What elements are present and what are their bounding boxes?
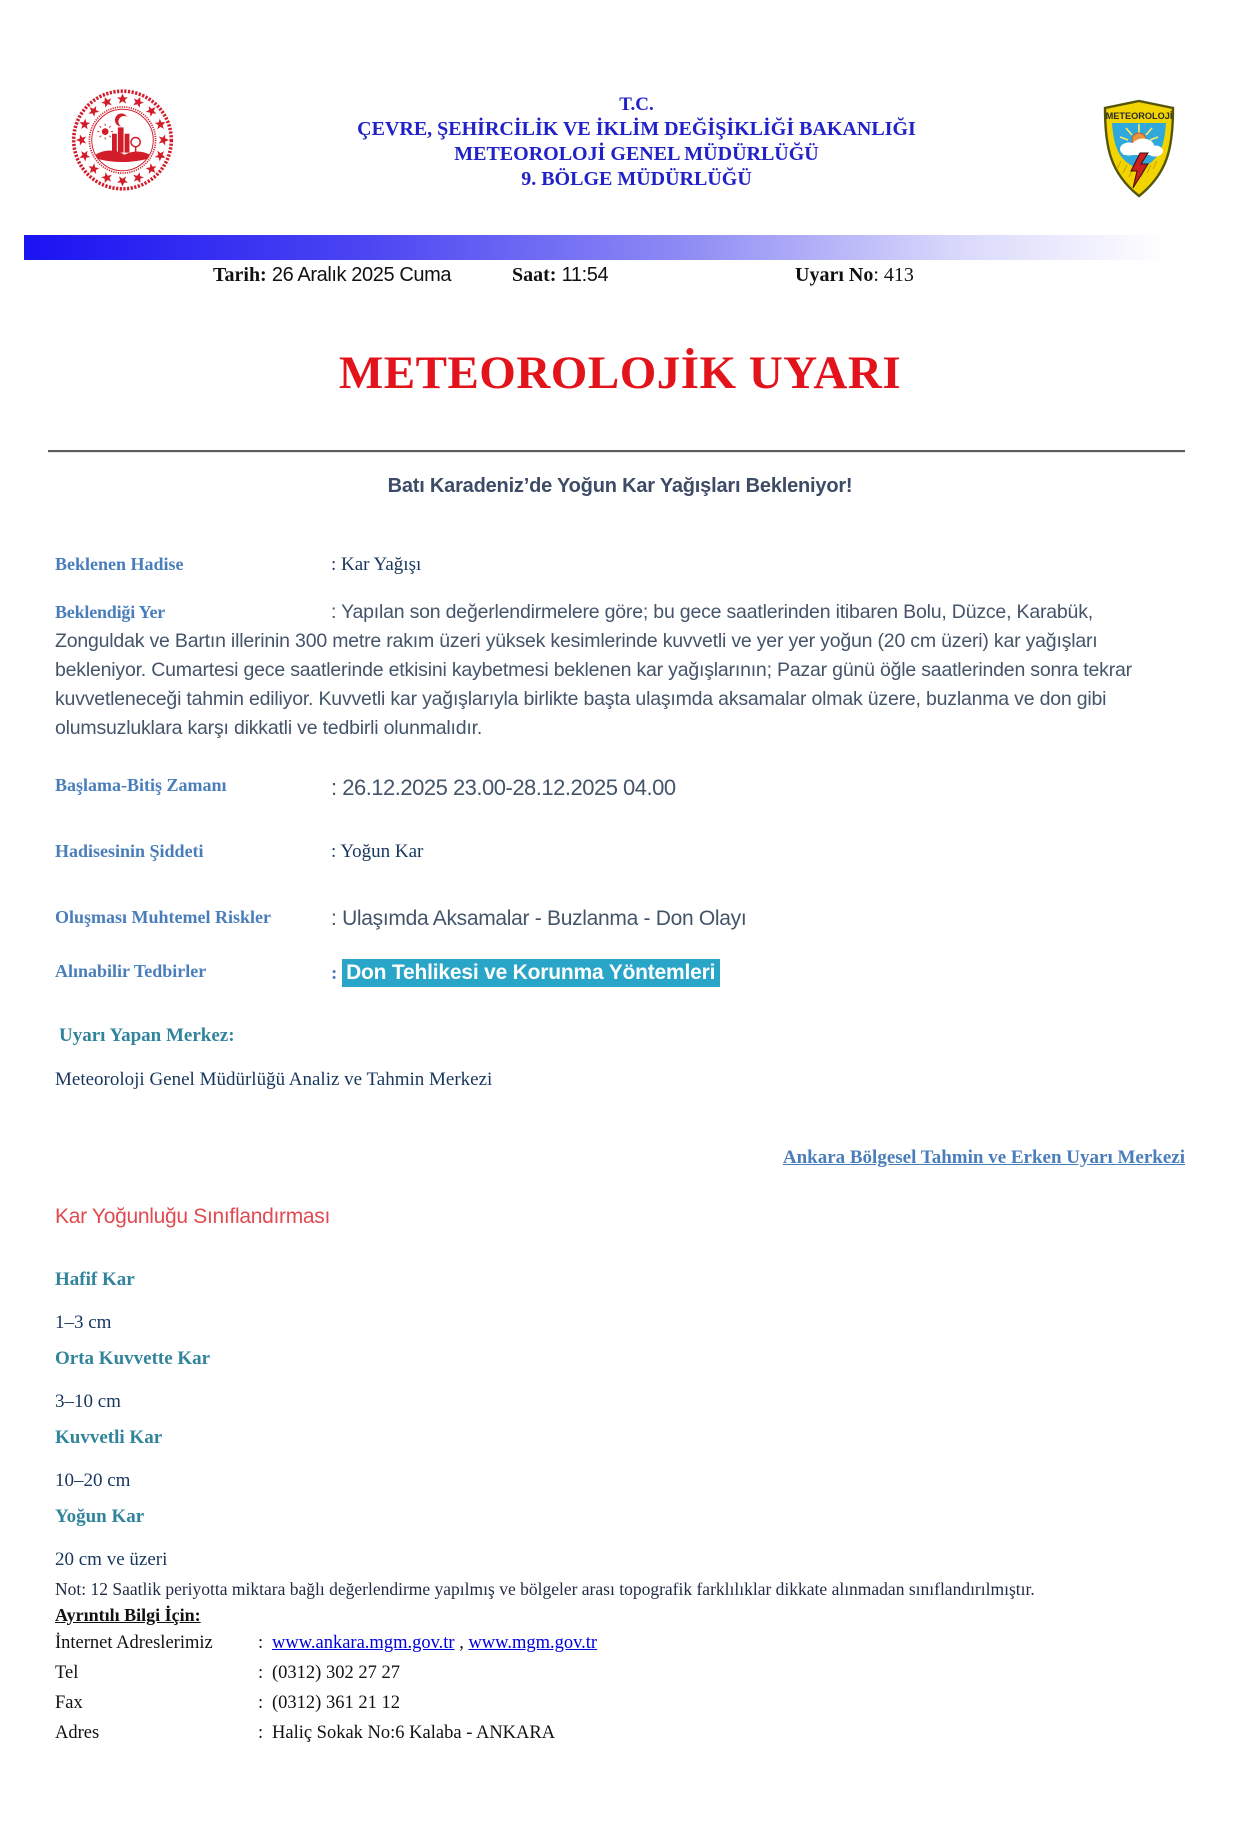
tedbirler-highlight-link[interactable]: Don Tehlikesi ve Korunma Yöntemleri <box>342 959 720 987</box>
classification-name: Hafif Kar <box>55 1269 135 1290</box>
date-value: 26 Aralık 2025 Cuma <box>266 264 452 286</box>
mgm-link[interactable]: www.mgm.gov.tr <box>468 1633 598 1653</box>
contact-label: Fax <box>55 1693 83 1713</box>
field-siddet <box>55 841 1185 863</box>
header-directorate: METEOROLOJİ GENEL MÜDÜRLÜĞÜ <box>454 143 819 165</box>
field-value: : Yoğun Kar <box>331 841 424 862</box>
field-value: : Yapılan son değerlendirmelere göre; bu gece saatlerinden itibaren Bolu, Düzce, Karabük, Zonguldak ve Bartın illerinin 300 metre rakım üzeri yüksek kesimlerinde kuvvetli ve yer yer yoğun (20 cm üzeri) kar yağışları bekleniyor. Cumartesi gece saatlerinde etkisini kaybetmesi beklenen kar yağışlarının; Pazar günü öğle saatlerinden sonra tekrar kuvvetleneceği tahmin ediliyor. Kuvvetli kar yağışlarıyla birlikte başta ulaşımda aksamalar olmak üzere, buzlanma ve don gibi olumsuzluklara karşı dikkatli ve tedbirli olunmalıdır. <box>55 601 1132 739</box>
warning-no-field <box>795 264 914 287</box>
field-riskler <box>55 907 1185 931</box>
uyari-merkezi-heading: Uyarı Yapan Merkez: <box>59 1025 235 1046</box>
classification-range: 20 cm ve üzeri <box>55 1549 168 1570</box>
field-label: Beklendiği Yer <box>55 602 166 622</box>
uyari-merkezi-value: Meteoroloji Genel Müdürlüğü Analiz ve Tahmin Merkezi <box>55 1069 493 1090</box>
classification-name: Orta Kuvvette Kar <box>55 1348 211 1369</box>
warning-no-label: Uyarı No <box>795 264 874 286</box>
contact-row-internet <box>55 1628 1185 1658</box>
page-header <box>70 85 1180 199</box>
classification-name: Kuvvetli Kar <box>55 1427 163 1448</box>
field-value: : 26.12.2025 23.00-28.12.2025 04.00 <box>331 775 676 800</box>
contact-row-tel <box>55 1658 1185 1688</box>
field-label: Başlama-Bitiş Zamanı <box>55 775 227 795</box>
warning-no-value: : 413 <box>873 264 914 286</box>
meteoroloji-logo-text: METEOROLOJİ <box>1105 111 1173 121</box>
header-ministry: ÇEVRE, ŞEHİRCİLİK VE İKLİM DEĞİŞİKLİĞİ BAKANLIĞI <box>357 118 916 140</box>
header-region: 9. BÖLGE MÜDÜRLÜĞÜ <box>521 168 752 190</box>
ankara-link-row <box>55 1147 1185 1169</box>
contact-label: Adres <box>55 1723 100 1743</box>
ankara-mgm-link[interactable]: www.ankara.mgm.gov.tr <box>272 1633 455 1653</box>
contact-colon: : <box>258 1723 264 1743</box>
link-separator: , <box>454 1633 469 1653</box>
field-label: Hadisesinin Şiddeti <box>55 841 204 861</box>
field-label: Beklenen Hadise <box>55 554 184 574</box>
classification-note: Not: 12 Saatlik periyotta miktara bağlı değerlendirme yapılmış ve bölgeler arası topografik farklılıklar dikkate alınmadan sınıflandırılmıştır. <box>55 1579 1035 1599</box>
meta-row <box>0 264 1240 296</box>
meteoroloji-shield-logo-icon <box>1098 99 1180 199</box>
header-tc: T.C. <box>619 94 654 115</box>
contact-row-adres <box>55 1718 1185 1748</box>
contact-colon: : <box>258 1663 264 1683</box>
classification-name: Yoğun Kar <box>55 1506 145 1527</box>
time-label: Saat: <box>512 264 557 286</box>
time-value: 11:54 <box>556 264 609 286</box>
classification-range: 10–20 cm <box>55 1470 131 1491</box>
date-field <box>213 264 451 287</box>
contact-value: Haliç Sokak No:6 Kalaba - ANKARA <box>272 1723 556 1743</box>
ministry-header-text <box>175 85 1098 192</box>
field-colon: : <box>331 963 343 984</box>
contact-row-fax <box>55 1688 1185 1718</box>
field-tedbirler <box>55 961 1185 985</box>
field-label: Alınabilir Tedbirler <box>55 961 207 981</box>
contact-value: (0312) 302 27 27 <box>272 1663 400 1683</box>
field-baslama-bitis <box>55 775 1185 801</box>
contact-label: İnternet Adreslerimiz <box>55 1633 213 1653</box>
classification-heading: Kar Yoğunluğu Sınıflandırması <box>55 1205 330 1228</box>
tc-government-emblem-icon <box>70 85 175 195</box>
ankara-merkez-link[interactable]: Ankara Bölgesel Tahmin ve Erken Uyarı Merkezi <box>782 1147 1185 1168</box>
field-value: : Ulaşımda Aksamalar - Buzlanma - Don Olayı <box>331 907 747 930</box>
field-value: : Kar Yağışı <box>331 554 422 575</box>
contact-value: (0312) 361 21 12 <box>272 1693 400 1713</box>
page-title: METEOROLOJİK UYARI <box>338 347 902 399</box>
contact-colon: : <box>258 1693 264 1713</box>
contact-heading: Ayrıntılı Bilgi İçin: <box>55 1605 201 1625</box>
warning-subtitle: Batı Karadeniz’de Yoğun Kar Yağışları Bekleniyor! <box>387 475 853 497</box>
contact-colon: : <box>258 1633 264 1653</box>
blue-gradient-divider <box>24 235 1216 260</box>
field-label: Oluşması Muhtemel Riskler <box>55 907 271 927</box>
contact-block <box>55 1628 1185 1748</box>
time-field <box>512 264 608 287</box>
date-label: Tarih: <box>213 264 267 286</box>
field-beklenen-hadise <box>55 554 1185 576</box>
title-divider <box>48 450 1185 453</box>
classification-range: 3–10 cm <box>55 1391 121 1412</box>
field-beklendigi-yer <box>55 598 1185 743</box>
contact-label: Tel <box>55 1663 79 1683</box>
classification-range: 1–3 cm <box>55 1312 112 1333</box>
